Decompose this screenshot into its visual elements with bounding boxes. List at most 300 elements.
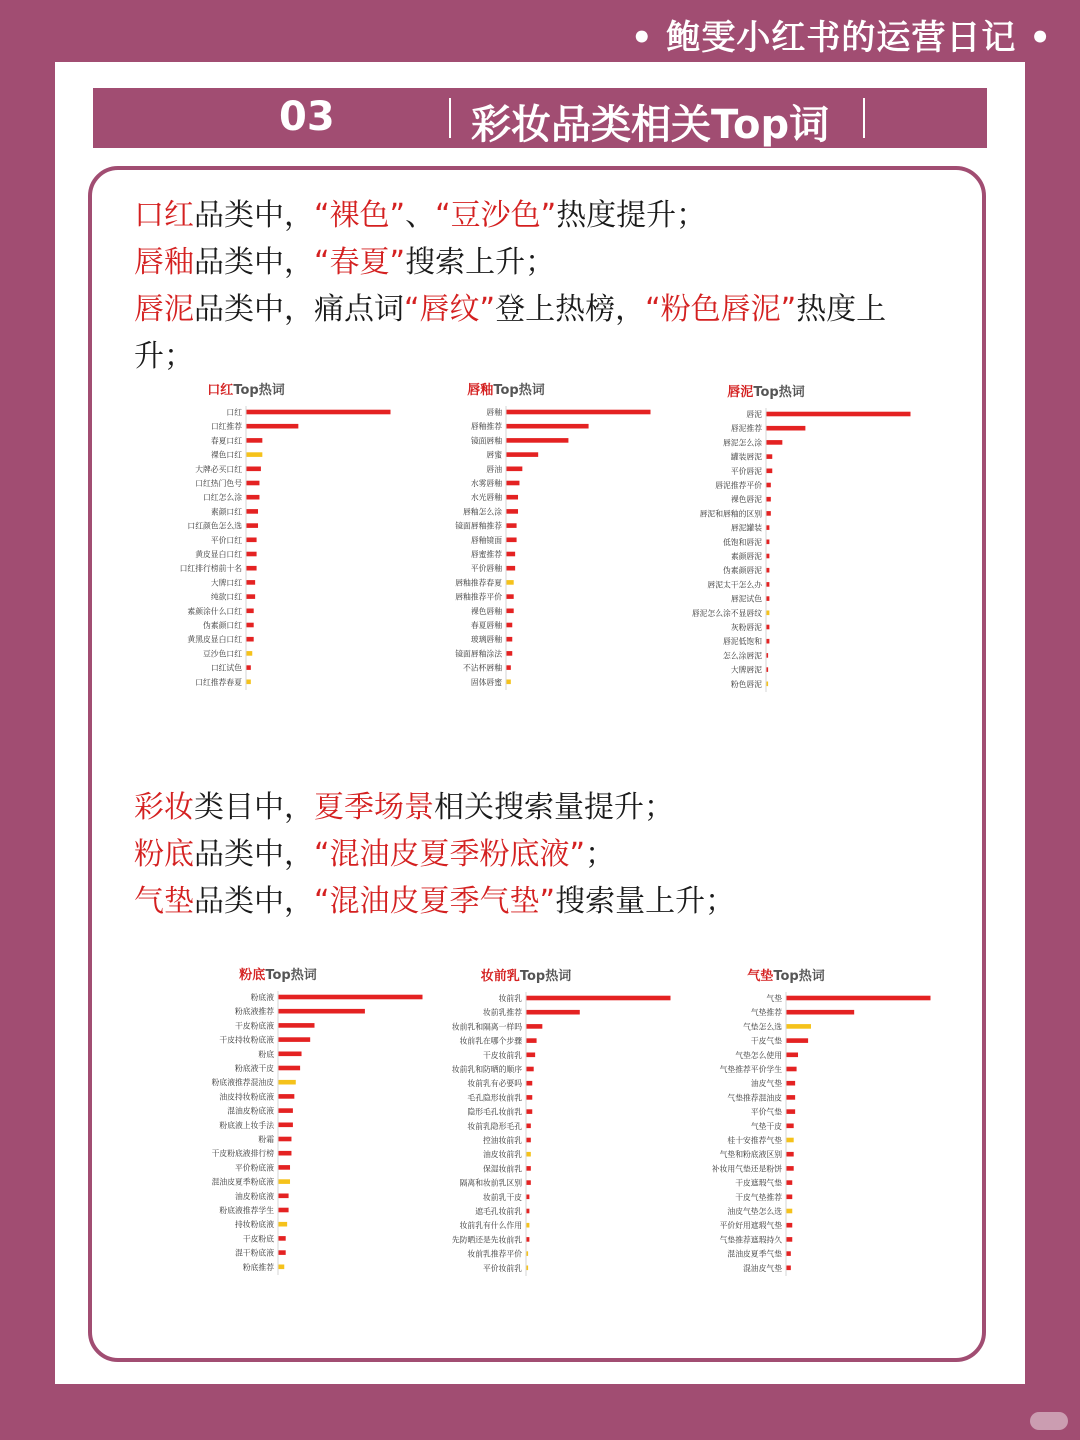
category-label: 春夏口红 <box>210 436 242 446</box>
category-label: 怎么涂唇泥 <box>723 651 762 661</box>
chart-title-keyword: 粉底 <box>239 968 266 983</box>
data-bar <box>279 1179 291 1184</box>
data-bar <box>767 554 770 559</box>
category-label: 干皮粉底 <box>242 1234 274 1244</box>
category-label: 干皮妆前乳 <box>483 1050 522 1060</box>
category-label: 粉底液推荐学生 <box>219 1206 274 1215</box>
category-label: 保湿妆前乳 <box>483 1164 522 1174</box>
data-bar <box>787 1053 799 1058</box>
data-bar <box>507 680 511 685</box>
data-bar <box>767 682 769 687</box>
data-bar <box>527 1166 531 1171</box>
highlight-keyword: “粉色唇泥” <box>645 292 797 327</box>
chart-title <box>238 967 316 983</box>
data-bar <box>767 568 770 573</box>
data-bar <box>787 1124 794 1129</box>
data-bar <box>527 1138 531 1143</box>
chart-title-suffix: Top热词 <box>773 969 825 984</box>
data-bar <box>767 639 770 644</box>
highlight-keyword: “春夏” <box>314 245 406 280</box>
data-bar <box>247 623 254 628</box>
category-label: 先防晒还是先妆前乳 <box>451 1235 522 1245</box>
data-bar <box>527 1010 580 1015</box>
category-label: 粉底液上妆手法 <box>219 1120 274 1130</box>
data-bar <box>507 637 513 642</box>
data-bar <box>527 996 671 1001</box>
summary-text: ； <box>585 837 616 872</box>
data-bar <box>279 1108 293 1113</box>
category-label: 平价口红 <box>210 535 242 545</box>
summary-text: 品类中，痛点词 <box>194 292 404 327</box>
data-bar <box>527 1266 529 1271</box>
data-bar <box>247 552 257 557</box>
data-bar <box>527 1124 531 1129</box>
category-label: 口红试色 <box>210 663 242 673</box>
chart-foundation <box>172 961 452 1281</box>
data-bar <box>279 1094 295 1099</box>
chart-title <box>207 382 284 398</box>
data-bar <box>527 1067 534 1072</box>
category-label: 大牌必买口红 <box>195 464 242 474</box>
data-bar <box>279 1123 293 1128</box>
data-bar <box>767 667 769 672</box>
highlight-keyword: 唇泥 <box>134 292 194 327</box>
category-label: 春夏唇釉 <box>470 621 502 630</box>
category-label: 干皮粉底液排行榜 <box>211 1149 274 1159</box>
category-label: 粉底液推荐 <box>235 1007 274 1017</box>
section-banner <box>93 88 987 148</box>
data-bar <box>787 1180 793 1185</box>
data-bar <box>767 426 806 431</box>
data-bar <box>787 1195 793 1200</box>
category-label: 干皮气垫推荐 <box>735 1192 782 1202</box>
category-label: 黄黑皮显白口红 <box>187 635 242 645</box>
category-label: 唇釉推荐春夏 <box>455 578 502 588</box>
category-label: 干皮遮瑕气垫 <box>735 1178 782 1188</box>
summary-line <box>134 239 886 286</box>
data-bar <box>767 454 773 459</box>
category-label: 唇泥推荐平价 <box>715 481 762 490</box>
data-bar <box>507 410 651 415</box>
data-bar <box>507 538 517 543</box>
summary-text: 相关搜索量提升； <box>434 790 674 825</box>
highlight-keyword: “豆沙色” <box>435 198 557 233</box>
category-label: 气垫推荐 <box>750 1008 782 1018</box>
lip-category-summary <box>134 192 886 380</box>
data-bar <box>787 1010 855 1015</box>
category-label: 控油妆前乳 <box>483 1136 522 1145</box>
chart-title-keyword: 唇泥 <box>727 385 754 400</box>
data-bar <box>787 1237 793 1242</box>
category-label: 隐形毛孔妆前乳 <box>467 1107 522 1117</box>
data-bar <box>247 467 261 472</box>
data-bar <box>507 552 516 557</box>
highlight-keyword: 彩妆 <box>134 790 194 825</box>
category-label: 口红 <box>226 408 242 417</box>
data-bar <box>279 1151 292 1156</box>
category-label: 混油皮粉底液 <box>227 1106 274 1116</box>
summary-text: 品类中， <box>194 837 314 872</box>
category-label: 唇釉镜面 <box>470 535 502 545</box>
data-bar <box>507 481 520 486</box>
category-label: 气垫推荐混油皮 <box>727 1093 782 1103</box>
category-label: 气垫 <box>766 994 782 1003</box>
summary-text: 搜索上升； <box>405 245 556 280</box>
chart-title-keyword: 妆前乳 <box>480 969 520 984</box>
category-label: 口红颜色怎么选 <box>187 521 242 531</box>
data-bar <box>527 1053 536 1058</box>
data-bar <box>507 623 513 628</box>
data-bar <box>507 523 517 528</box>
chart-title-suffix: Top热词 <box>265 968 317 983</box>
category-label: 混油皮夏季粉底液 <box>211 1177 274 1187</box>
summary-text: 类目中， <box>194 790 314 825</box>
category-label: 油皮持妆粉底液 <box>219 1092 274 1102</box>
data-bar <box>767 469 773 474</box>
category-label: 伪素颜口红 <box>203 621 242 630</box>
data-bar <box>527 1209 530 1214</box>
highlight-keyword: “混油皮夏季气垫” <box>314 884 556 919</box>
category-label: 平价唇釉 <box>470 564 502 574</box>
data-bar <box>527 1038 537 1043</box>
data-bar <box>527 1024 543 1029</box>
data-bar <box>527 1095 533 1100</box>
category-label: 平价气垫 <box>750 1107 782 1117</box>
chart-lipstick <box>140 376 420 696</box>
data-bar <box>279 1194 289 1199</box>
highlight-keyword: “混油皮夏季粉底液” <box>314 837 586 872</box>
category-label: 气垫推荐平价学生 <box>719 1065 782 1074</box>
data-bar <box>767 497 771 502</box>
data-bar <box>507 609 514 614</box>
category-label: 裸色口红 <box>210 450 242 460</box>
category-label: 油皮气垫怎么选 <box>727 1207 782 1216</box>
data-bar <box>247 566 257 571</box>
category-label: 镜面唇釉涂法 <box>455 649 502 659</box>
data-bar <box>279 1052 302 1057</box>
chart-title <box>727 384 804 400</box>
data-bar <box>787 1209 793 1214</box>
makeup-category-summary <box>134 784 735 925</box>
highlight-keyword: “唇纹” <box>404 292 496 327</box>
summary-text: 品类中， <box>194 884 314 919</box>
category-label: 水光唇釉 <box>470 493 502 503</box>
category-label: 固体唇蜜 <box>470 677 502 687</box>
data-bar <box>527 1081 533 1086</box>
chart-cushion <box>680 962 960 1282</box>
category-label: 平价好用遮瑕气垫 <box>719 1221 782 1231</box>
data-bar <box>247 495 260 500</box>
chart-title-suffix: Top热词 <box>519 969 572 984</box>
category-label: 唇釉怎么涂 <box>463 507 502 517</box>
category-label: 罐装唇泥 <box>730 452 762 462</box>
category-label: 裸色唇泥 <box>730 495 762 505</box>
data-bar <box>767 625 770 630</box>
data-bar <box>247 410 391 415</box>
data-bar <box>247 538 257 543</box>
data-bar <box>507 651 513 656</box>
chart-title-suffix: Top热词 <box>493 383 545 398</box>
category-label: 唇蜜 <box>486 450 502 460</box>
chart-title <box>481 968 571 984</box>
data-bar <box>787 1223 793 1228</box>
category-label: 大牌口红 <box>210 578 242 588</box>
category-label: 唇釉 <box>486 408 502 417</box>
data-bar <box>767 412 911 417</box>
data-bar <box>527 1237 530 1242</box>
category-label: 妆前乳有必要吗 <box>467 1079 522 1089</box>
data-bar <box>507 424 589 429</box>
category-label: 唇泥试色 <box>730 594 762 604</box>
summary-text: 升； <box>134 339 194 374</box>
data-bar <box>507 594 514 599</box>
category-label: 唇泥低饱和 <box>723 637 762 647</box>
data-bar <box>507 467 523 472</box>
data-bar <box>767 611 770 616</box>
data-bar <box>787 1251 791 1256</box>
data-bar <box>527 1109 533 1114</box>
summary-text: 热度上 <box>796 292 887 327</box>
data-bar <box>527 1223 530 1228</box>
category-label: 平价唇泥 <box>730 466 762 476</box>
category-label: 粉底推荐 <box>242 1262 274 1272</box>
highlight-keyword: “裸色” <box>314 198 406 233</box>
category-label: 干皮持妆粉底液 <box>219 1035 274 1045</box>
data-bar <box>787 1024 811 1029</box>
category-label: 油皮粉底液 <box>235 1191 274 1201</box>
category-label: 唇泥怎么涂 <box>723 438 762 448</box>
data-bar <box>279 995 423 1000</box>
category-label: 粉霜 <box>258 1135 274 1144</box>
chart-lip-glaze <box>400 376 680 696</box>
chart-title-keyword: 气垫 <box>747 969 774 984</box>
category-label: 唇泥 <box>746 410 762 419</box>
highlight-keyword: 夏季场景 <box>314 790 434 825</box>
data-bar <box>247 637 254 642</box>
category-label: 妆前乳和隔离一样吗 <box>451 1022 522 1032</box>
data-bar <box>279 1037 311 1042</box>
chart-primer <box>420 962 700 1282</box>
summary-text: 搜索量上升； <box>555 884 736 919</box>
category-label: 唇釉推荐平价 <box>455 592 502 602</box>
data-bar <box>787 1109 796 1114</box>
data-bar <box>247 651 253 656</box>
data-bar <box>787 1266 791 1271</box>
category-label: 唇泥太干怎么办 <box>707 580 762 590</box>
category-label: 桂十安推荐气垫 <box>727 1136 782 1145</box>
data-bar <box>527 1180 531 1185</box>
data-bar <box>767 483 771 488</box>
data-bar <box>787 1152 794 1157</box>
category-label: 混油皮气垫 <box>743 1263 782 1273</box>
category-label: 黄皮显白口红 <box>195 550 242 559</box>
summary-text: 品类中， <box>194 198 314 233</box>
category-label: 唇釉推荐 <box>470 422 502 432</box>
category-label: 灰粉唇泥 <box>730 623 762 632</box>
data-bar <box>279 1009 365 1014</box>
data-bar <box>507 438 569 443</box>
data-bar <box>247 594 256 599</box>
data-bar <box>247 609 254 614</box>
highlight-keyword: 唇釉 <box>134 245 194 280</box>
category-label: 隔离和妆前乳区别 <box>459 1178 522 1188</box>
category-label: 粉色唇泥 <box>730 679 762 689</box>
category-label: 气垫和粉底液区别 <box>719 1150 782 1160</box>
category-label: 干皮气垫 <box>750 1036 782 1046</box>
category-label: 水雾唇釉 <box>470 479 502 488</box>
data-bar <box>767 596 770 601</box>
category-label: 口红推荐 <box>210 422 242 432</box>
category-label: 气垫怎么选 <box>743 1022 782 1032</box>
data-bar <box>279 1236 286 1241</box>
highlight-keyword: 口红 <box>134 198 194 233</box>
category-label: 不沾杯唇釉 <box>463 663 502 673</box>
category-label: 素颜口红 <box>210 507 242 517</box>
category-label: 干皮粉底液 <box>235 1021 274 1031</box>
data-bar <box>787 1067 797 1072</box>
category-label: 素颜唇泥 <box>730 552 762 561</box>
section-title: 彩妆品类相关Top词 <box>471 102 830 148</box>
category-label: 毛孔隐形妆前乳 <box>467 1093 522 1103</box>
summary-line <box>134 831 735 878</box>
category-label: 粉底 <box>258 1049 274 1059</box>
summary-line <box>134 784 735 831</box>
category-label: 裸色唇釉 <box>470 606 502 616</box>
data-bar <box>279 1066 301 1071</box>
data-bar <box>279 1080 296 1085</box>
highlight-keyword: 粉底 <box>134 837 194 872</box>
category-label: 玻璃唇釉 <box>470 635 502 645</box>
category-label: 妆前乳推荐 <box>483 1008 522 1018</box>
chart-title-keyword: 唇釉 <box>467 383 494 398</box>
account-title: • 鲍雯小红书的运营日记 • <box>630 18 1052 58</box>
chart-title-keyword: 口红 <box>207 383 234 398</box>
section-number: 03 <box>279 94 335 140</box>
category-label: 气垫怎么使用 <box>735 1050 782 1060</box>
data-bar <box>787 1081 796 1086</box>
category-label: 镜面唇釉 <box>470 436 502 446</box>
data-bar <box>279 1208 289 1213</box>
category-label: 气垫干皮 <box>750 1121 782 1131</box>
chart-title <box>747 968 824 984</box>
banner-divider <box>449 98 451 138</box>
category-label: 唇泥怎么涂不显唇纹 <box>691 608 762 618</box>
category-label: 妆前乳干皮 <box>483 1192 522 1202</box>
data-bar <box>767 582 770 587</box>
data-bar <box>527 1195 530 1200</box>
category-label: 唇油 <box>486 464 502 474</box>
category-label: 粉底液干皮 <box>235 1064 274 1073</box>
summary-text: 品类中， <box>194 245 314 280</box>
category-label: 素颜涂什么口红 <box>187 606 242 616</box>
data-bar <box>279 1250 286 1255</box>
data-bar <box>247 481 260 486</box>
category-label: 口红排行榜前十名 <box>179 564 242 574</box>
data-bar <box>279 1222 288 1227</box>
category-label: 唇泥推荐 <box>730 424 762 434</box>
category-label: 遮毛孔妆前乳 <box>475 1207 522 1216</box>
data-bar <box>279 1023 315 1028</box>
data-bar <box>247 580 256 585</box>
category-label: 气垫推荐遮瑕持久 <box>719 1235 782 1245</box>
data-bar <box>787 996 931 1001</box>
category-label: 平价粉底液 <box>235 1163 274 1173</box>
category-label: 唇蜜推荐 <box>470 550 502 559</box>
data-bar <box>767 653 769 658</box>
data-bar <box>247 438 263 443</box>
data-bar <box>507 495 519 500</box>
data-bar <box>247 509 259 514</box>
summary-line <box>134 878 735 925</box>
data-bar <box>767 540 770 545</box>
data-bar <box>247 680 251 685</box>
data-bar <box>787 1038 809 1043</box>
category-label: 口红热门色号 <box>195 479 242 488</box>
data-bar <box>527 1152 531 1157</box>
chart-title <box>467 382 544 398</box>
category-label: 低饱和唇泥 <box>723 537 762 547</box>
highlight-keyword: 气垫 <box>134 884 194 919</box>
category-label: 镜面唇釉推荐 <box>455 521 502 531</box>
summary-line <box>134 286 886 333</box>
data-bar <box>247 665 251 670</box>
category-label: 妆前乳隐形毛孔 <box>467 1121 522 1131</box>
category-label: 平价妆前乳 <box>483 1263 522 1273</box>
chart-title-suffix: Top热词 <box>233 383 285 398</box>
data-bar <box>507 665 511 670</box>
banner-divider <box>863 98 865 138</box>
data-bar <box>787 1166 794 1171</box>
summary-line <box>134 192 886 239</box>
category-label: 油皮气垫 <box>750 1079 782 1089</box>
category-label: 粉底液 <box>250 993 274 1002</box>
data-bar <box>279 1137 292 1142</box>
category-label: 持妆粉底液 <box>235 1220 274 1230</box>
data-bar <box>507 452 539 457</box>
summary-text: 、 <box>405 198 436 233</box>
summary-text: 登上热榜， <box>495 292 646 327</box>
summary-line <box>134 333 886 380</box>
data-bar <box>507 566 516 571</box>
category-label: 妆前乳有什么作用 <box>459 1221 522 1231</box>
category-label: 纯欲口红 <box>210 592 242 602</box>
category-label: 大牌唇泥 <box>730 665 762 675</box>
data-bar <box>279 1165 291 1170</box>
category-label: 混油皮夏季气垫 <box>727 1249 782 1259</box>
data-bar <box>767 511 771 516</box>
data-bar <box>507 580 514 585</box>
category-label: 口红怎么涂 <box>203 493 242 503</box>
category-label: 妆前乳推荐平价 <box>467 1249 522 1259</box>
category-label: 油皮妆前乳 <box>483 1150 522 1160</box>
category-label: 粉底液推荐混油皮 <box>211 1078 274 1088</box>
data-bar <box>767 440 783 445</box>
summary-text: 热度提升； <box>556 198 707 233</box>
data-bar <box>767 525 770 530</box>
data-bar <box>527 1251 529 1256</box>
category-label: 唇泥罐装 <box>730 523 762 533</box>
category-label: 口红推荐春夏 <box>195 677 242 687</box>
category-label: 妆前乳 <box>498 994 522 1003</box>
watermark <box>1030 1412 1068 1430</box>
data-bar <box>279 1265 285 1270</box>
chart-title-suffix: Top热词 <box>753 385 805 400</box>
category-label: 伪素颜唇泥 <box>723 566 762 576</box>
category-label: 混干粉底液 <box>235 1248 274 1258</box>
category-label: 补妆用气垫还是粉饼 <box>711 1164 782 1174</box>
chart-lip-mud <box>660 378 940 698</box>
data-bar <box>247 523 259 528</box>
